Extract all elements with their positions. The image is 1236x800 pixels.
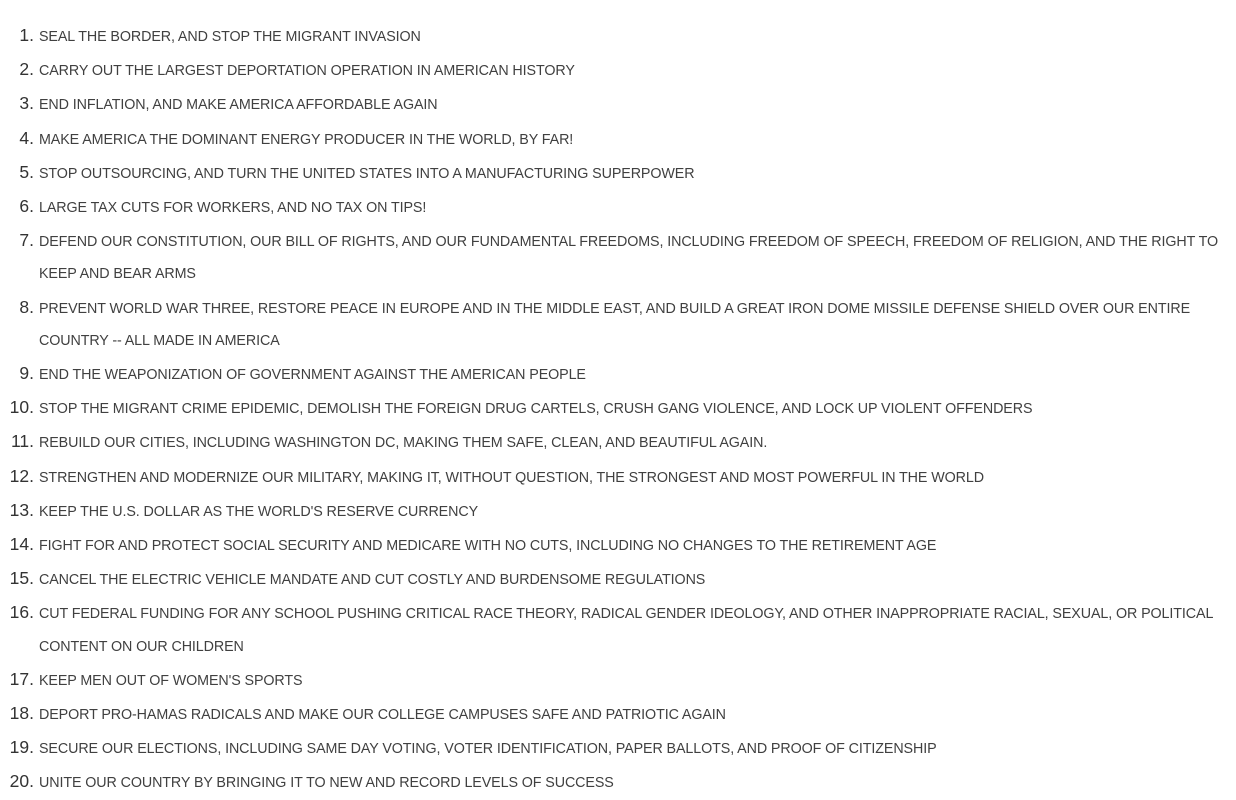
list-item-text: KEEP THE U.S. DOLLAR AS THE WORLD'S RESERVE CURRENCY — [39, 503, 479, 520]
list-item — [0, 596, 1236, 662]
list-item — [0, 460, 1236, 494]
list-item — [0, 224, 1236, 290]
list-item — [0, 391, 1236, 425]
list-item-text: STRENGTHEN AND MODERNIZE OUR MILITARY, MAKING IT, WITHOUT QUESTION, THE STRONGEST AND MOST POWERFUL IN THE WORLD — [39, 469, 984, 486]
list-item-number: 15. — [9, 568, 34, 589]
list-item-number: 14. — [9, 534, 34, 555]
list-item-text: LARGE TAX CUTS FOR WORKERS, AND NO TAX ON TIPS! — [39, 200, 427, 217]
list-item-text: SEAL THE BORDER, AND STOP THE MIGRANT INVASION — [39, 29, 421, 45]
list-item-number: 3. — [19, 93, 34, 114]
list-item-text: SECURE OUR ELECTIONS, INCLUDING SAME DAY VOTING, VOTER IDENTIFICATION, PAPER BALLOTS, AND PROOF OF CITIZENSHIP — [39, 741, 937, 758]
list-item-number: 16. — [9, 602, 34, 623]
list-item — [0, 697, 1236, 731]
list-item-number: 17. — [9, 668, 34, 689]
list-item-number: 6. — [19, 196, 34, 217]
list-item-number: 5. — [19, 161, 34, 182]
list-item-number: 18. — [9, 703, 34, 724]
list-item-text: CANCEL THE ELECTRIC VEHICLE MANDATE AND CUT COSTLY AND BURDENSOME REGULATIONS — [39, 572, 706, 589]
list-item — [0, 122, 1236, 156]
list-item — [0, 494, 1236, 528]
list-item-number: 20. — [9, 771, 34, 792]
list-item-number: 13. — [9, 499, 34, 520]
list-item-number: 4. — [19, 127, 34, 148]
list-item-number: 19. — [9, 737, 34, 758]
list-item-number: 12. — [9, 465, 34, 486]
list-item — [0, 291, 1236, 357]
list-item — [0, 425, 1236, 459]
list-item-text: PREVENT WORLD WAR THREE, RESTORE PEACE IN EUROPE AND IN THE MIDDLE EAST, AND BUILD A GREAT IRON DOME MISSILE DEFENSE SHIELD OVER OUR ENTIRE COUNTRY -- ALL MADE IN AMERICA — [39, 300, 1191, 349]
list-item-text: STOP THE MIGRANT CRIME EPIDEMIC, DEMOLISH THE FOREIGN DRUG CARTELS, CRUSH GANG VIOLENCE, AND LOCK UP VIOLENT OFFENDERS — [39, 401, 1033, 418]
list-item — [0, 731, 1236, 765]
list-item-text: CUT FEDERAL FUNDING FOR ANY SCHOOL PUSHING CRITICAL RACE THEORY, RADICAL GENDER IDEOLOGY, AND OTHER INAPPROPRIATE RACIAL, SEXUAL, OR POLITICAL CONTENT ON OUR CHILDREN — [39, 606, 1213, 655]
list-item — [0, 87, 1236, 121]
list-item-number: 1. — [19, 25, 34, 45]
list-item-text: UNITE OUR COUNTRY BY BRINGING IT TO NEW AND RECORD LEVELS OF SUCCESS — [39, 775, 614, 792]
list-item — [0, 357, 1236, 391]
list-item — [0, 663, 1236, 697]
list-item-number: 2. — [19, 59, 34, 80]
list-item-text: STOP OUTSOURCING, AND TURN THE UNITED STATES INTO A MANUFACTURING SUPERPOWER — [39, 165, 695, 182]
list-item-text: CARRY OUT THE LARGEST DEPORTATION OPERATION IN AMERICAN HISTORY — [39, 63, 575, 80]
list-item-text: DEPORT PRO-HAMAS RADICALS AND MAKE OUR COLLEGE CAMPUSES SAFE AND PATRIOTIC AGAIN — [39, 707, 726, 724]
list-item-number: 7. — [19, 230, 34, 251]
list-item-text: DEFEND OUR CONSTITUTION, OUR BILL OF RIGHTS, AND OUR FUNDAMENTAL FREEDOMS, INCLUDING FREEDOM OF SPEECH, FREEDOM OF RELIGION, AND THE RIGHT TO KEEP AND BEAR ARMS — [39, 234, 1219, 283]
list-item — [0, 19, 1236, 53]
list-item-text: FIGHT FOR AND PROTECT SOCIAL SECURITY AND MEDICARE WITH NO CUTS, INCLUDING NO CHANGES TO THE RETIREMENT AGE — [39, 538, 937, 555]
list-item-text: END THE WEAPONIZATION OF GOVERNMENT AGAINST THE AMERICAN PEOPLE — [39, 367, 586, 384]
list-item — [0, 765, 1236, 799]
numbered-list — [0, 19, 1236, 800]
list-item — [0, 53, 1236, 87]
list-item-text: REBUILD OUR CITIES, INCLUDING WASHINGTON DC, MAKING THEM SAFE, CLEAN, AND BEAUTIFUL AGAIN. — [39, 435, 768, 452]
list-item-number: 8. — [19, 296, 34, 317]
list-item-text: KEEP MEN OUT OF WOMEN'S SPORTS — [39, 672, 303, 689]
list-item-text: MAKE AMERICA THE DOMINANT ENERGY PRODUCER IN THE WORLD, BY FAR! — [39, 131, 574, 148]
list-item-number: 9. — [19, 363, 34, 384]
list-item-text: END INFLATION, AND MAKE AMERICA AFFORDABLE AGAIN — [39, 97, 438, 114]
list-item — [0, 156, 1236, 190]
list-item-number: 10. — [9, 397, 34, 418]
list-item — [0, 562, 1236, 596]
list-item-number: 11. — [10, 431, 34, 452]
list-item — [0, 190, 1236, 224]
list-item — [0, 528, 1236, 562]
